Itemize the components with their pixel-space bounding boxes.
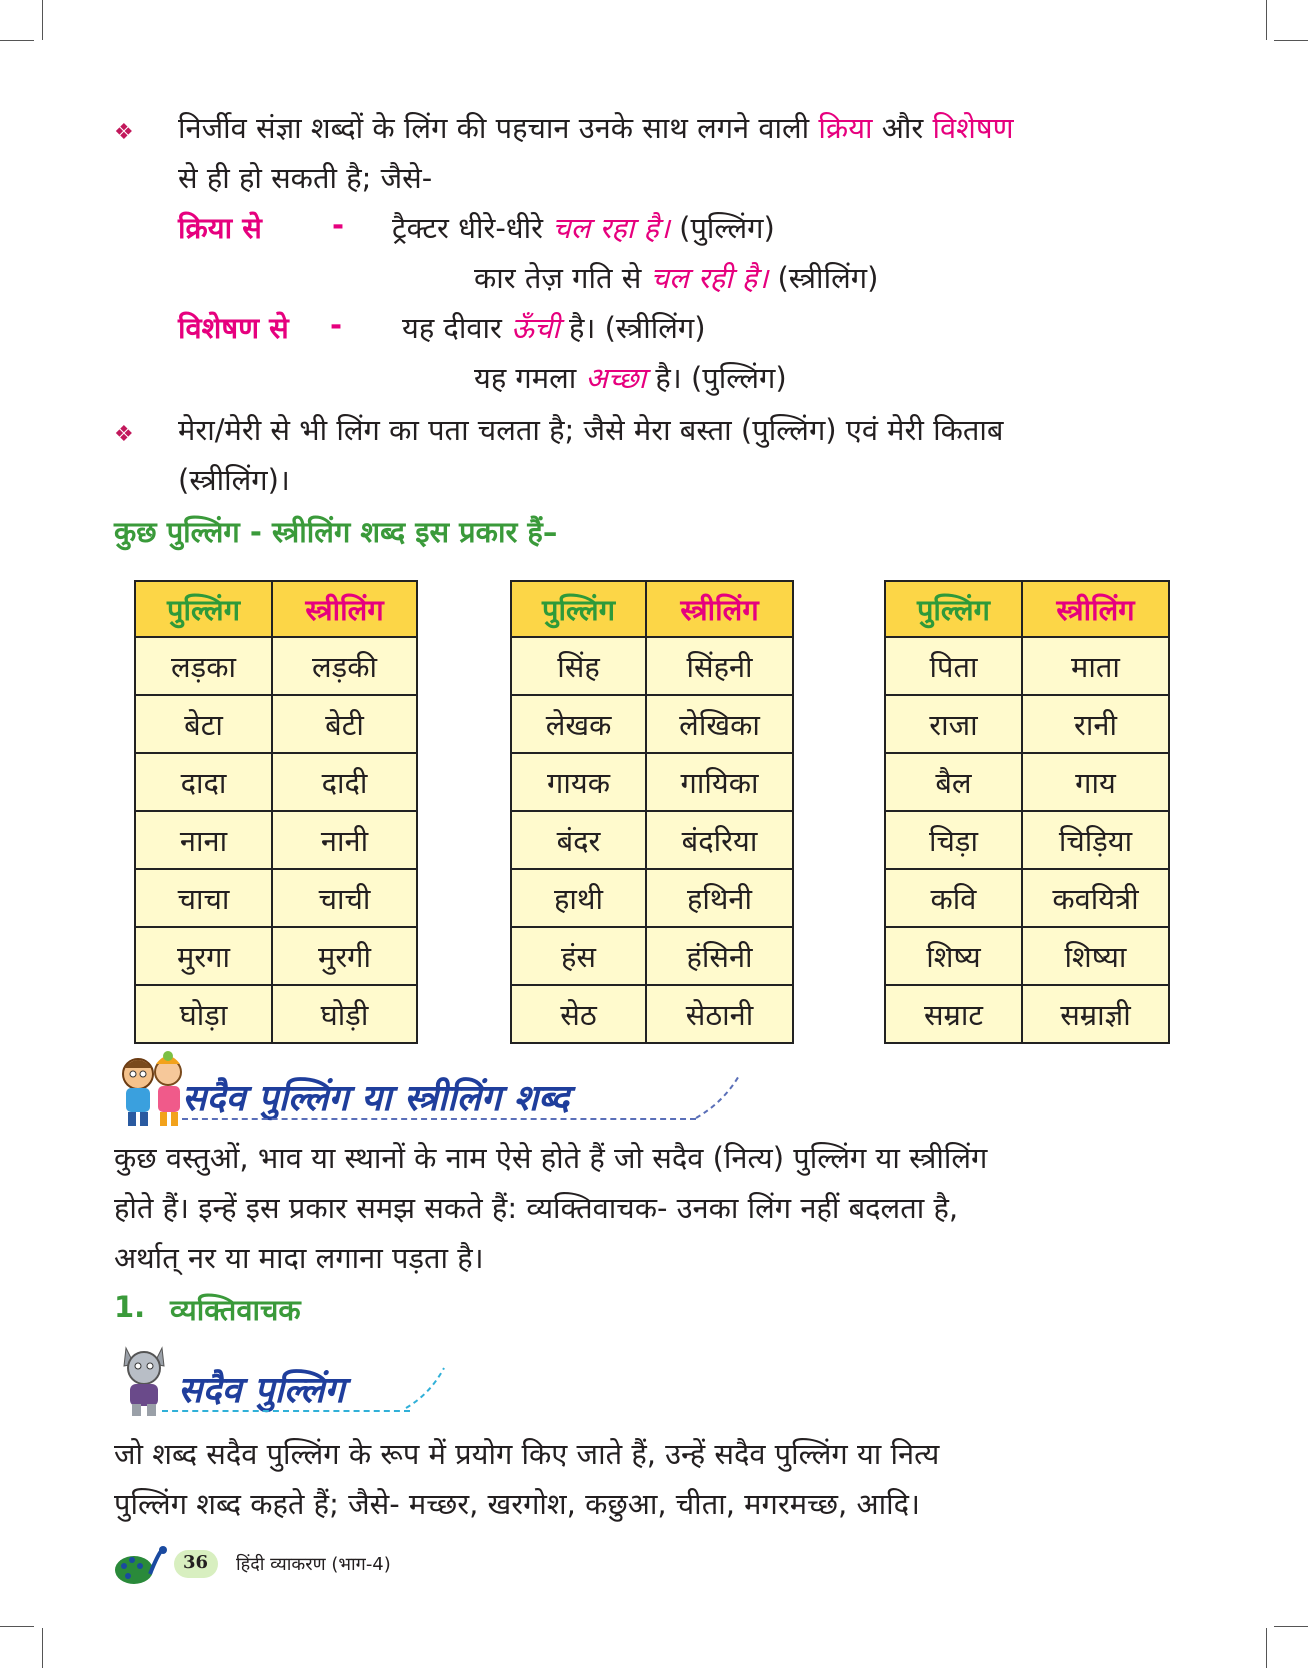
kriya-dash: -: [332, 208, 345, 242]
section-heading: कुछ पुल्लिंग - स्त्रीलिंग शब्द इस प्रकार हैं–: [114, 515, 558, 549]
masculine-word: पिता: [885, 637, 1022, 695]
feminine-word: सिंहनी: [646, 637, 793, 695]
table-row: [511, 695, 793, 753]
masculine-word: सिंह: [511, 637, 646, 695]
masculine-word: लेखक: [511, 695, 646, 753]
masculine-word: बंदर: [511, 811, 646, 869]
visheshan-dash: -: [330, 308, 343, 342]
feminine-word: नानी: [272, 811, 417, 869]
crop-mark: [1274, 40, 1308, 41]
cat-illustration-icon: [116, 1342, 172, 1418]
page-number: 36: [183, 1552, 209, 1573]
masculine-word: बैल: [885, 753, 1022, 811]
bullet-diamond-icon: ❖: [114, 120, 134, 145]
table-row: [511, 927, 793, 985]
table-row: [511, 637, 793, 695]
table-row: [135, 985, 417, 1043]
table-row: [885, 927, 1169, 985]
bullet-1-line-1: [178, 108, 1014, 147]
visheshan-label: विशेषण से: [178, 311, 289, 345]
masculine-word: गायक: [511, 753, 646, 811]
example-1: [392, 208, 775, 247]
masculine-word: शिष्य: [885, 927, 1022, 985]
feminine-word: माता: [1022, 637, 1169, 695]
masculine-word: सेठ: [511, 985, 646, 1043]
feminine-word: गाय: [1022, 753, 1169, 811]
banner-underline: [182, 1118, 696, 1120]
feminine-word: हथिनी: [646, 869, 793, 927]
crop-mark: [42, 0, 43, 40]
example-1-verb: चल रहा है।: [552, 211, 670, 245]
para-1-line-3: अर्थात् नर या मादा लगाना पड़ता है।: [114, 1241, 484, 1275]
kriya-highlight: क्रिया: [818, 111, 873, 145]
table-row: [511, 753, 793, 811]
kids-illustration-icon: [112, 1050, 192, 1130]
banner-always-gender-title: सदैव पुल्लिंग या स्त्रीलिंग शब्द: [182, 1078, 570, 1119]
table-row: [135, 927, 417, 985]
crop-mark: [1266, 1628, 1267, 1668]
visheshan-highlight: विशेषण: [932, 111, 1014, 145]
table-row: [135, 869, 417, 927]
table-row: [885, 695, 1169, 753]
crop-mark: [42, 1628, 43, 1668]
example-4: [474, 358, 787, 397]
feminine-word: सेठानी: [646, 985, 793, 1043]
masculine-word: घोड़ा: [135, 985, 272, 1043]
feminine-word: हंसिनी: [646, 927, 793, 985]
masculine-word: चाचा: [135, 869, 272, 927]
example-1-gender: (पुल्लिंग): [669, 211, 775, 245]
feminine-word: कवयित्री: [1022, 869, 1169, 927]
banner-swoosh: [404, 1366, 448, 1412]
feminine-word: रानी: [1022, 695, 1169, 753]
book-title: हिंदी व्याकरण (भाग-4): [236, 1554, 391, 1575]
table-row: [511, 985, 793, 1043]
example-4-adj: अच्छा: [585, 361, 647, 395]
para-2-line-2: पुल्लिंग शब्द कहते हैं; जैसे- मच्छर, खरगोश, कछुआ, चीता, मगरमच्छ, आदि।: [114, 1487, 921, 1521]
masculine-word: हाथी: [511, 869, 646, 927]
header-masculine: पुल्लिंग: [885, 581, 1022, 637]
header-feminine: स्त्रीलिंग: [272, 581, 417, 637]
crop-mark: [0, 1626, 34, 1627]
header-feminine: स्त्रीलिंग: [1022, 581, 1169, 637]
feminine-word: गायिका: [646, 753, 793, 811]
banner-swoosh: [694, 1072, 744, 1122]
masculine-word: नाना: [135, 811, 272, 869]
feminine-word: शिष्या: [1022, 927, 1169, 985]
numbered-label: व्यक्तिवाचक: [170, 1293, 301, 1327]
example-2-verb: चल रही है।: [650, 261, 769, 295]
header-feminine: स्त्रीलिंग: [646, 581, 793, 637]
bullet-1-line-2: से ही हो सकती है; जैसे-: [178, 161, 433, 195]
para-1-line-2: होते हैं। इन्हें इस प्रकार समझ सकते हैं: व्यक्तिवाचक- उनका लिंग नहीं बदलता है,: [114, 1191, 959, 1225]
gender-table-2: [510, 580, 794, 1044]
header-masculine: पुल्लिंग: [511, 581, 646, 637]
table-row: [135, 811, 417, 869]
bullet-2-line-2: (स्त्रीलिंग)।: [178, 463, 290, 497]
table-row: [135, 637, 417, 695]
example-2-gender: (स्त्रीलिंग): [768, 261, 879, 295]
banner-always-masculine-title: सदैव पुल्लिंग: [178, 1370, 345, 1411]
table-row: [885, 985, 1169, 1043]
masculine-word: चिड़ा: [885, 811, 1022, 869]
example-3-gender: है। (स्त्रीलिंग): [559, 311, 706, 345]
example-2-text: कार तेज़ गति से: [474, 261, 651, 295]
gender-table-1: [134, 580, 418, 1044]
feminine-word: लेखिका: [646, 695, 793, 753]
para-1-line-1: कुछ वस्तुओं, भाव या स्थानों के नाम ऐसे होते हैं जो सदैव (नित्य) पुल्लिंग या स्त्रीलिंग: [114, 1141, 988, 1175]
feminine-word: लड़की: [272, 637, 417, 695]
table-row: [885, 753, 1169, 811]
kriya-label: क्रिया से: [178, 211, 262, 245]
masculine-word: कवि: [885, 869, 1022, 927]
example-1-text: ट्रैक्टर धीरे-धीरे: [392, 211, 553, 245]
table-row: [135, 753, 417, 811]
feminine-word: दादी: [272, 753, 417, 811]
bullet-diamond-icon: ❖: [114, 422, 134, 447]
bullet-1-text: निर्जीव संज्ञा शब्दों के लिंग की पहचान उनके साथ लगने वाली: [178, 111, 819, 145]
example-3-adj: ऊँची: [511, 311, 560, 345]
numbered-index: 1.: [114, 1290, 146, 1324]
crop-mark: [1266, 0, 1267, 40]
masculine-word: हंस: [511, 927, 646, 985]
masculine-word: दादा: [135, 753, 272, 811]
masculine-word: राजा: [885, 695, 1022, 753]
para-2-line-1: जो शब्द सदैव पुल्लिंग के रूप में प्रयोग किए जाते हैं, उन्हें सदैव पुल्लिंग या नित्य: [114, 1437, 940, 1471]
feminine-word: घोड़ी: [272, 985, 417, 1043]
example-4-gender: है। (पुल्लिंग): [646, 361, 787, 395]
crop-mark: [0, 40, 34, 41]
masculine-word: सम्राट: [885, 985, 1022, 1043]
example-3-text: यह दीवार: [402, 311, 512, 345]
table-row: [885, 869, 1169, 927]
header-masculine: पुल्लिंग: [135, 581, 272, 637]
bullet-2-line-1: मेरा/मेरी से भी लिंग का पता चलता है; जैसे मेरा बस्ता (पुल्लिंग) एवं मेरी किताब: [178, 413, 1004, 447]
table-row: [885, 811, 1169, 869]
banner-underline: [162, 1410, 410, 1412]
bullet-1-and: और: [872, 111, 933, 145]
feminine-word: बेटी: [272, 695, 417, 753]
table-row: [885, 637, 1169, 695]
feminine-word: बंदरिया: [646, 811, 793, 869]
example-2: [474, 258, 878, 297]
feminine-word: मुरगी: [272, 927, 417, 985]
table-row: [511, 869, 793, 927]
feminine-word: सम्राज्ञी: [1022, 985, 1169, 1043]
table-row: [135, 695, 417, 753]
masculine-word: बेटा: [135, 695, 272, 753]
table-row: [511, 811, 793, 869]
gender-table-3: [884, 580, 1170, 1044]
example-3: [402, 308, 706, 347]
example-4-text: यह गमला: [474, 361, 586, 395]
masculine-word: मुरगा: [135, 927, 272, 985]
crop-mark: [1274, 1626, 1308, 1627]
feminine-word: चिड़िया: [1022, 811, 1169, 869]
feminine-word: चाची: [272, 869, 417, 927]
masculine-word: लड़का: [135, 637, 272, 695]
peacock-icon: [114, 1544, 174, 1586]
